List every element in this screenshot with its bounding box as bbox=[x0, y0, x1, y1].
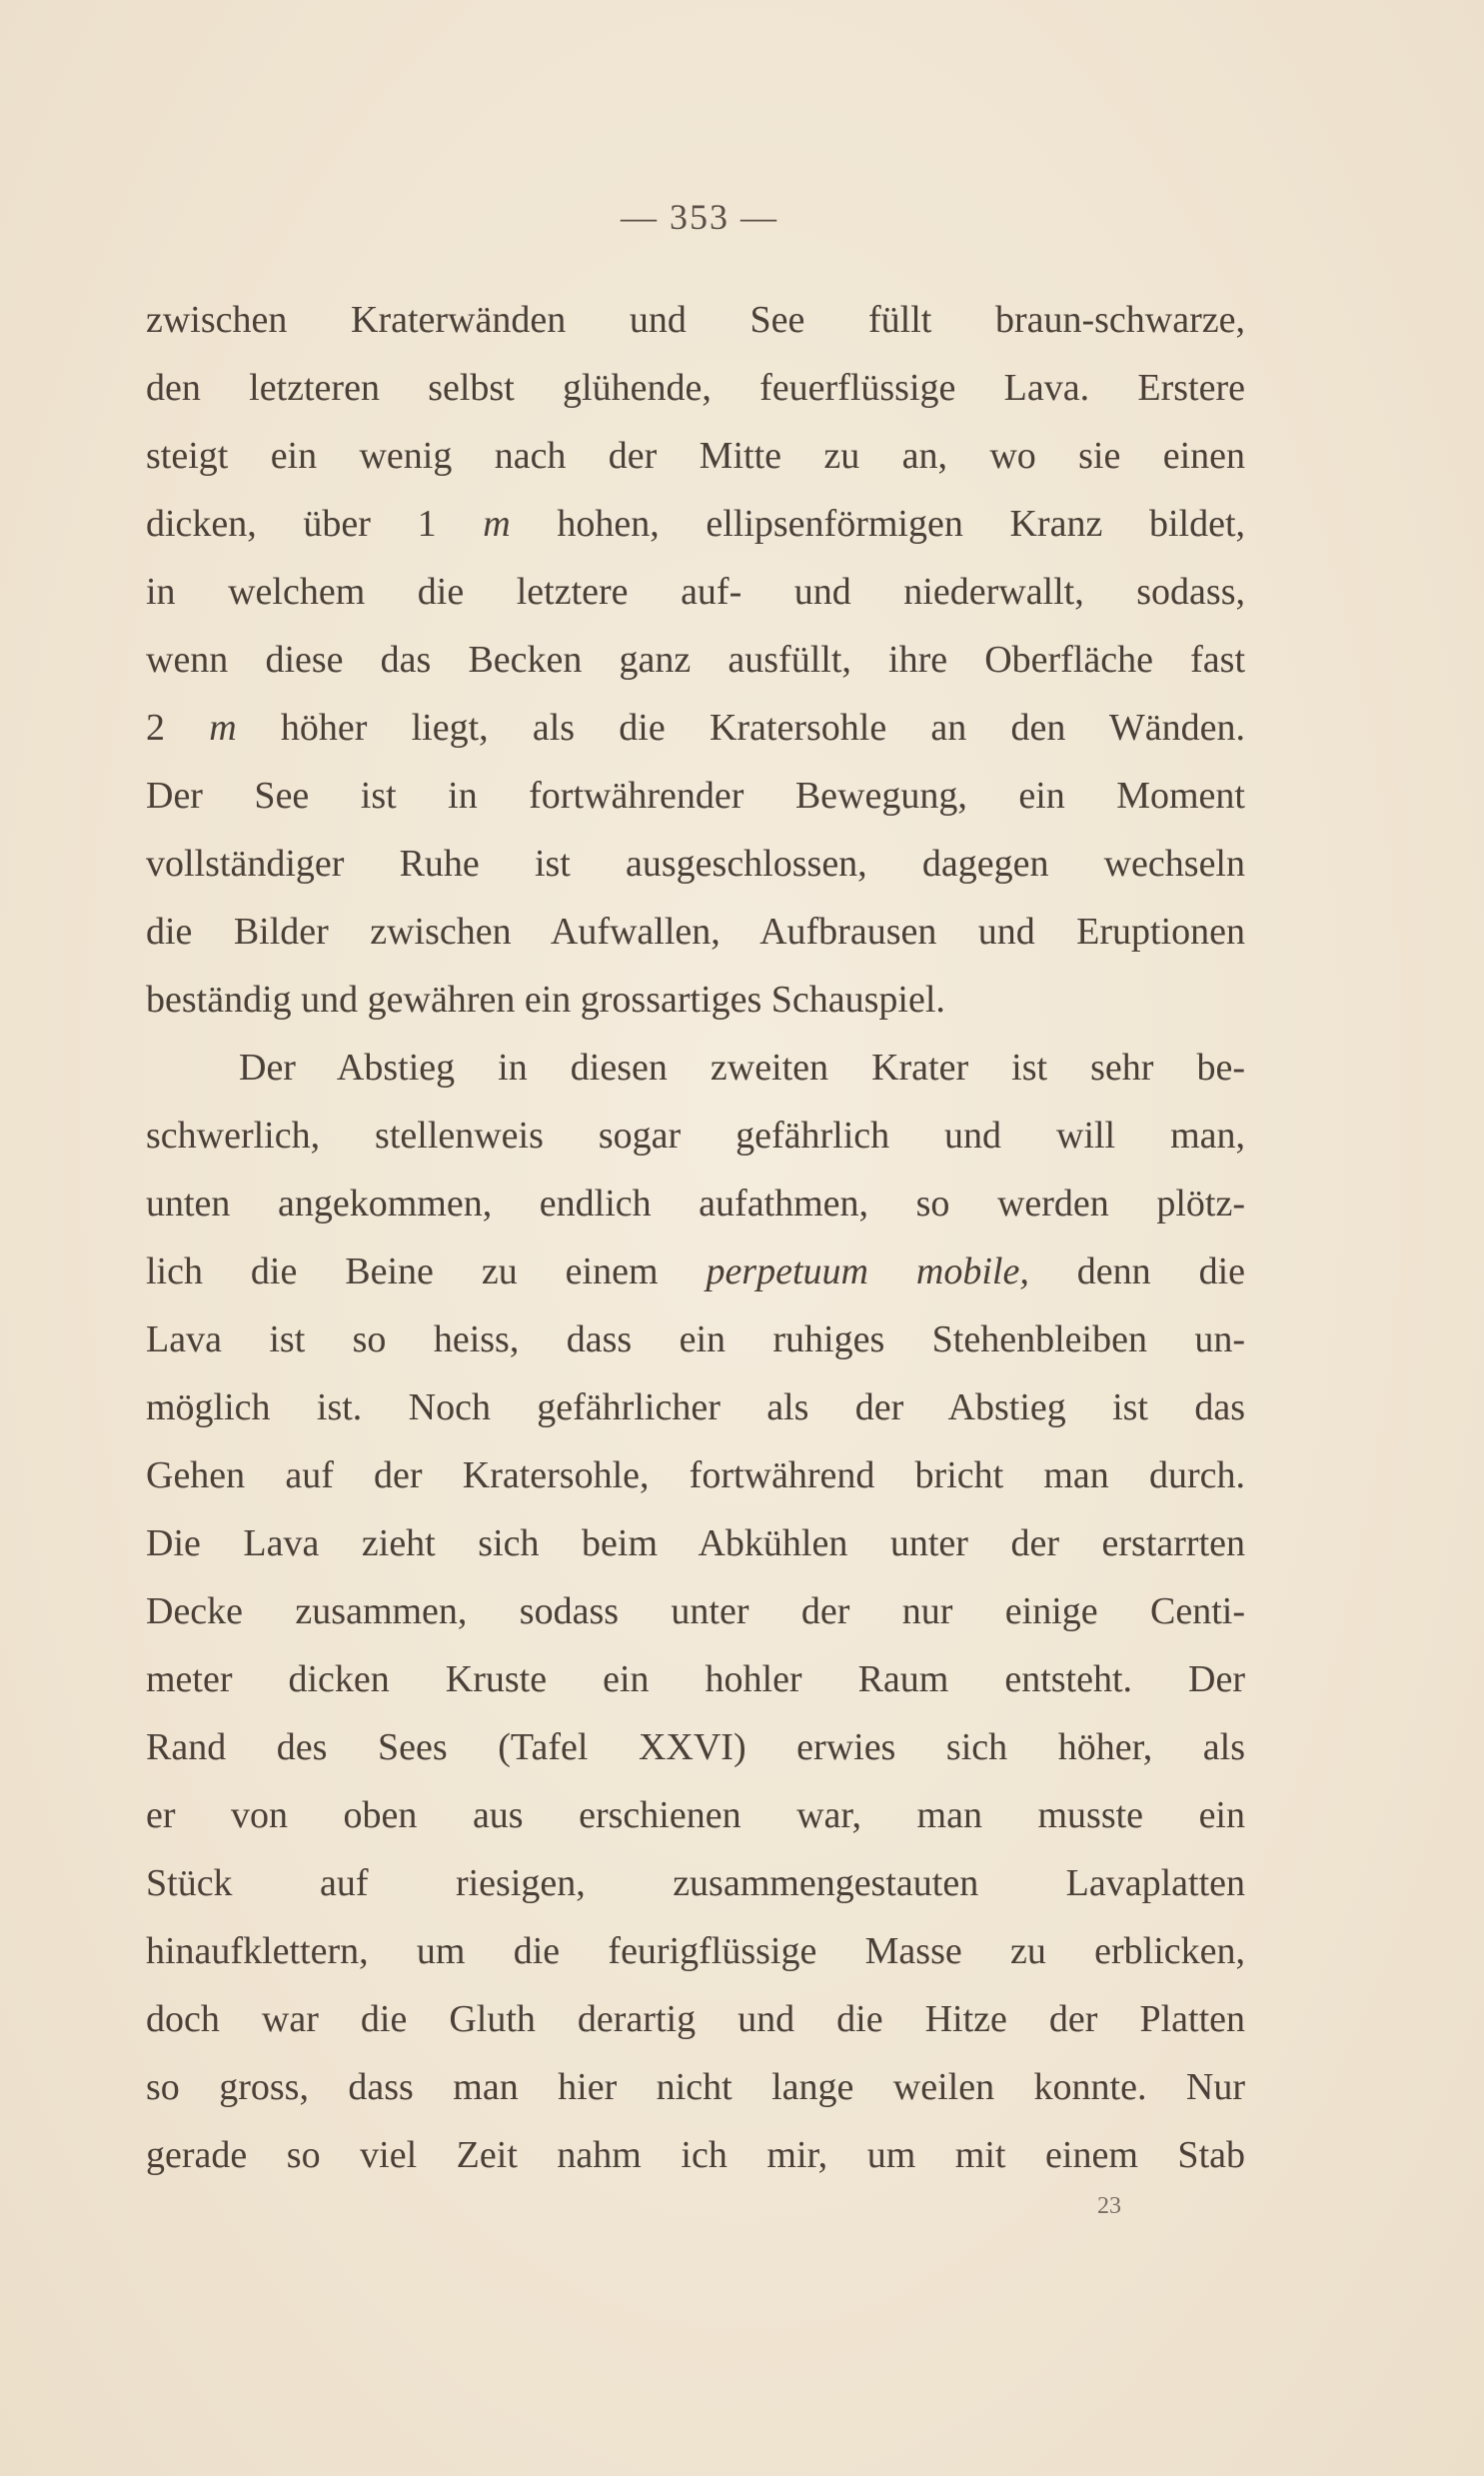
italic-phrase: perpetuum mobile, bbox=[706, 1250, 1029, 1292]
text-line: gerade so viel Zeit nahm ich mir, um mit einem Stab bbox=[146, 2134, 1245, 2176]
text-line: schwerlich, stellenweis sogar gefährlich und will man, bbox=[146, 1115, 1245, 1157]
paragraph-start-line: Der Abstieg in diesen zweiten Krater ist sehr be- bbox=[239, 1047, 1245, 1089]
text-line bbox=[146, 1238, 1245, 1305]
text-line bbox=[146, 694, 1245, 762]
text-segment: denn die bbox=[1028, 1250, 1245, 1292]
text-line: Decke zusammen, sodass unter der nur einige Centi- bbox=[146, 1590, 1245, 1632]
text-line: in welchem die letztere auf- und niederwallt, sodass, bbox=[146, 571, 1245, 613]
text-line: möglich ist. Noch gefährlicher als der Abstieg ist das bbox=[146, 1386, 1245, 1428]
text-line: vollständiger Ruhe ist ausgeschlossen, dagegen wechseln bbox=[146, 843, 1245, 885]
text-line: meter dicken Kruste ein hohler Raum entsteht. Der bbox=[146, 1658, 1245, 1700]
text-line: unten angekommen, endlich aufathmen, so werden plötz- bbox=[146, 1183, 1245, 1225]
page-number-header: — 353 — bbox=[621, 197, 778, 237]
text-line bbox=[146, 490, 1245, 558]
text-segment: dicken, über 1 bbox=[146, 503, 484, 545]
signature-mark: 23 bbox=[1097, 2193, 1121, 2219]
body-text bbox=[146, 286, 1245, 2189]
text-segment: höher liegt, als die Kratersohle an den Wänden. bbox=[236, 707, 1245, 749]
text-line: Lava ist so heiss, dass ein ruhiges Stehenbleiben un- bbox=[146, 1318, 1245, 1360]
text-line: Die Lava zieht sich beim Abkühlen unter der erstarrten bbox=[146, 1522, 1245, 1564]
text-segment: 2 bbox=[146, 707, 210, 749]
text-line: Rand des Sees (Tafel XXVI) erwies sich höher, als bbox=[146, 1726, 1245, 1768]
text-line: er von oben aus erschienen war, man musste ein bbox=[146, 1794, 1245, 1836]
text-line: steigt ein wenig nach der Mitte zu an, wo sie einen bbox=[146, 435, 1245, 477]
italic-unit: m bbox=[483, 503, 511, 545]
text-line: Stück auf riesigen, zusammengestauten Lavaplatten bbox=[146, 1862, 1245, 1904]
text-line: beständig und gewähren ein grossartiges Schauspiel. bbox=[146, 979, 945, 1021]
text-segment: hohen, ellipsenförmigen Kranz bildet, bbox=[510, 503, 1245, 545]
text-line: doch war die Gluth derartig und die Hitze der Platten bbox=[146, 1998, 1245, 2040]
text-line: Gehen auf der Kratersohle, fortwährend bricht man durch. bbox=[146, 1454, 1245, 1496]
text-line: so gross, dass man hier nicht lange weilen konnte. Nur bbox=[146, 2066, 1245, 2108]
text-line: zwischen Kraterwänden und See füllt braun-schwarze, bbox=[146, 299, 1245, 341]
text-segment: lich die Beine zu einem bbox=[146, 1250, 707, 1292]
text-line: hinaufklettern, um die feurigflüssige Masse zu erblicken, bbox=[146, 1930, 1245, 1972]
italic-unit: m bbox=[209, 707, 237, 749]
text-line: Der See ist in fortwährender Bewegung, ein Moment bbox=[146, 775, 1245, 817]
text-line: die Bilder zwischen Aufwallen, Aufbrausen und Eruptionen bbox=[146, 911, 1245, 953]
text-line: wenn diese das Becken ganz ausfüllt, ihre Oberfläche fast bbox=[146, 639, 1245, 681]
text-line: den letzteren selbst glühende, feuerflüssige Lava. Erstere bbox=[146, 367, 1245, 409]
